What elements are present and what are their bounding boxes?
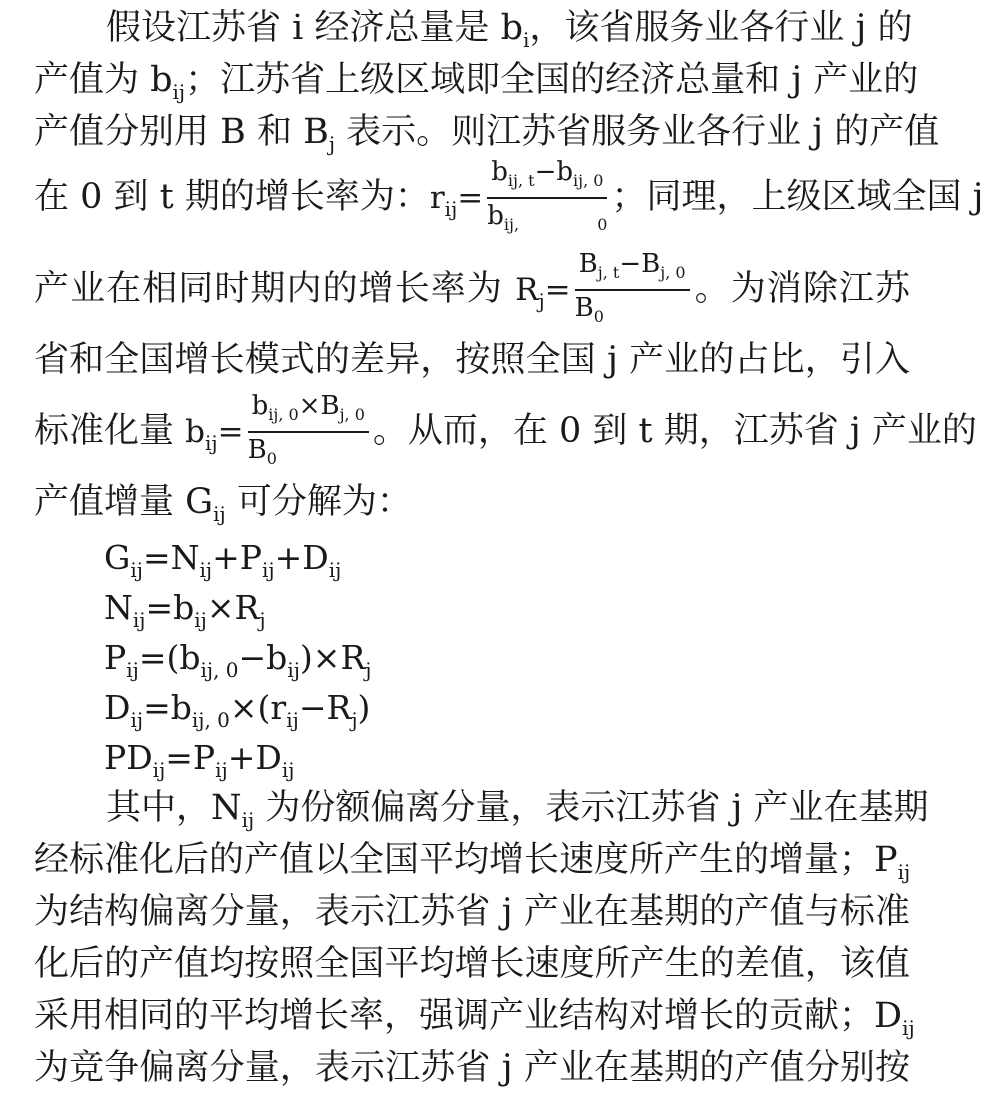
- fraction: $\frac{b_{ij, 0}\times B_{j, 0}}{B_0}$: [248, 392, 369, 473]
- text-line: 采用相同的平均增长率，强调产业结构对增长的贡献；$D_{ij}$: [34, 996, 915, 1040]
- formula-g: $G_{ij}=N_{ij}+P_{ij}+D_{ij}$: [104, 538, 342, 582]
- text-line: 经标准化后的产值以全国平均增长速度所产生的增量；$P_{ij}$: [34, 840, 911, 884]
- text-line: 产值增量 $G_{ij}$ 可分解为：: [34, 482, 412, 526]
- standardized-quantity-formula: $b_{ij}=$: [185, 414, 244, 455]
- text-line: 假设江苏省 i 经济总量是 $b_i$，该省服务业各行业 j 的: [106, 8, 913, 52]
- formula-pd: $PD_{ij}=P_{ij}+D_{ij}$: [104, 738, 295, 782]
- text-line-with-fraction: 标准化量 $b_{ij}=$ $\frac{b_{ij, 0}\times B_{j, 0}}{B_0}$ 。从而，在 0 到 t 期，江苏省 j 产业的: [34, 392, 910, 468]
- text-line: 省和全国增长模式的差异，按照全国 j 产业的占比，引入: [34, 340, 910, 380]
- text-line: 为结构偏离分量，表示江苏省 j 产业在基期的产值与标准: [34, 892, 910, 932]
- text-line: 产值为 $b_{ij}$；江苏省上级区域即全国的经济总量和 j 产业的: [34, 60, 919, 104]
- fraction: $\frac{B_{j, t}-B_{j, 0}}{B_0}$: [575, 250, 690, 331]
- text-line: 化后的产值均按照全国平均增长速度所产生的差值，该值: [34, 944, 910, 984]
- formula-p: $P_{ij}=(b_{ij, 0}-b_{ij})\times R_j$: [104, 638, 372, 682]
- fraction: $\frac{b_{ij, t}-b_{ij, 0}}{b_{ij, 0}}$: [487, 157, 608, 234]
- text-line-with-fraction: 在 0 到 t 期的增长率为：$r_{ij}=$ $\frac{b_{ij, t}-b_{ij, 0}}{b_{ij, 0}}$ ；同理，上级区域全国 j: [34, 158, 910, 234]
- formula-n: $N_{ij}=b_{ij}\times R_j$: [104, 588, 266, 632]
- text-line: 其中，$N_{ij}$ 为份额偏离分量，表示江苏省 j 产业在基期: [106, 788, 929, 832]
- growth-rate-formula: $r_{ij}=$: [429, 180, 484, 221]
- text-line-with-fraction: 产业在相同时期内的增长率为 $R_j=$ $\frac{B_{j, t}-B_{j, 0}}{B_0}$ 。为消除江苏: [34, 250, 910, 326]
- formula-d: $D_{ij}=b_{ij, 0}\times(r_{ij}-R_j)$: [104, 688, 371, 732]
- text-line: 为竞争偏离分量，表示江苏省 j 产业在基期的产值分别按: [34, 1048, 910, 1088]
- text-line: 产值分别用 B 和 $B_j$ 表示。则江苏省服务业各行业 j 的产值: [34, 112, 940, 156]
- national-growth-formula: $R_j=$: [515, 272, 571, 313]
